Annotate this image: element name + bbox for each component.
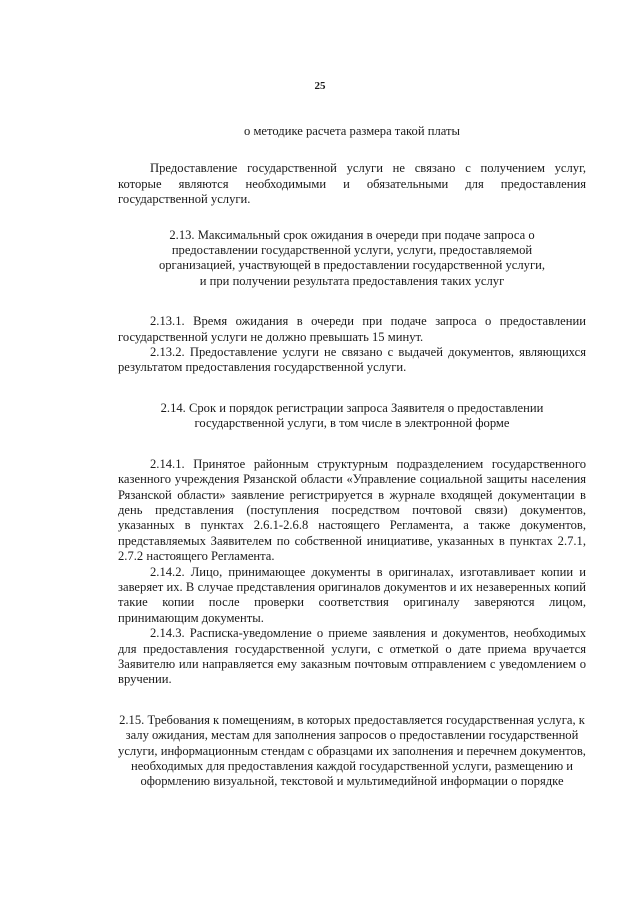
paragraph-2-14-1: 2.14.1. Принятое районным структурным подразделением государственного казенного учреждения Рязанской области «Управление социальной защиты населения Рязанской области» заявление регистрируется в журнале входящей документации в день представления (поступления посредством почтовой связи) документов, указанных в пунктах 2.6.1-2.6.8 настоящего Регламента, а также документов, представляемых Заявителем по собственной инициативе, указанных в пунктах 2.7.1, 2.7.2 настоящего Регламента. [118, 456, 586, 564]
document-body [118, 124, 586, 790]
section-2-14-heading: 2.14. Срок и порядок регистрации запроса Заявителя о предоставлении государственной услуги, в том числе в электронной форме [160, 400, 544, 431]
section-2-13-heading: 2.13. Максимальный срок ожидания в очереди при подаче запроса о предоставлении государственной услуги, услуги, предоставляемой организацией, участвующей в предоставлении государственной услуги, и при получении результата предоставления таких услуг [158, 227, 546, 288]
paragraph-2-13-1: 2.13.1. Время ожидания в очереди при подаче запроса о предоставлении государственной услуги не должно превышать 15 минут. [118, 314, 586, 344]
paragraph-2-14-2: 2.14.2. Лицо, принимающее документы в оригиналах, изготавливает копии и заверяет их. В случае представления оригиналов документов и их незаверенных копий такие копии после проверки соответствия оригиналу заверяются лицом, принимающим документы. [118, 564, 586, 625]
intro-heading: о методике расчета размера такой платы [244, 124, 460, 138]
paragraph-2-12: Предоставление государственной услуги не связано с получением услуг, которые являются необходимыми и обязательными для предоставления государственной услуги. [118, 161, 586, 207]
paragraph-2-13-2: 2.13.2. Предоставление услуги не связано с выдачей документов, являющихся результатом предоставления государственной услуги. [118, 345, 586, 375]
page-number: 25 [314, 80, 326, 92]
section-2-15-heading: 2.15. Требования к помещениям, в которых предоставляется государственная услуга, к залу ожидания, местам для заполнения запросов о предоставлении государственной услуги, информационным стендам с образцами их заполнения и перечнем документов, необходимых для предоставления каждой государственной услуги, размещению и оформлению визуальной, текстовой и мультимедийной информации о порядке [118, 712, 586, 789]
paragraph-2-14-3: 2.14.3. Расписка-уведомление о приеме заявления и документов, необходимых для предоставления государственной услуги, с отметкой о дате приема вручается Заявителю или направляется ему заказным почтовым отправлением с уведомлением о вручении. [118, 626, 586, 687]
